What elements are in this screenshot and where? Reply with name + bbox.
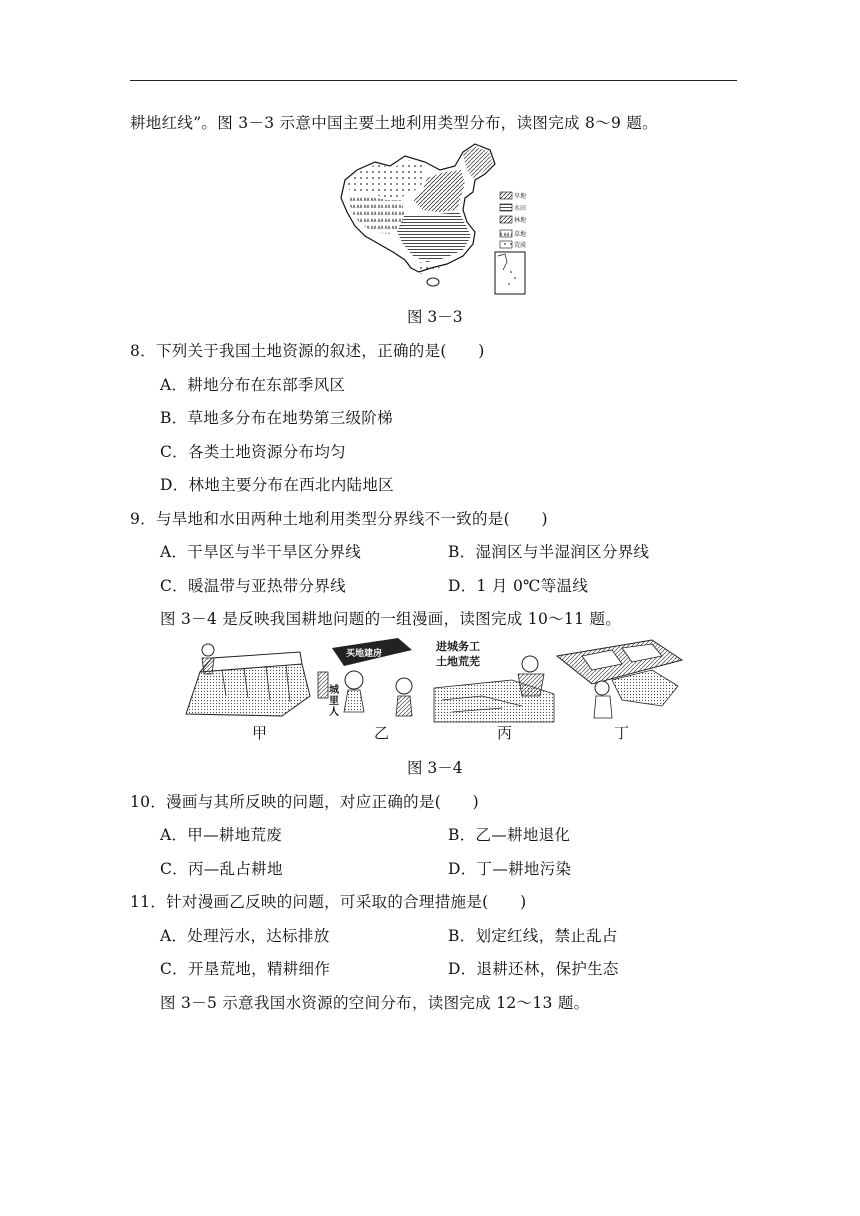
- question-11-option-c: C．开垦荒地，精耕细作: [160, 960, 331, 978]
- intro-figure-3-5: 图 3－5 示意我国水资源的空间分布，读图完成 12～13 题。: [160, 994, 590, 1012]
- legend-paddy: 水田: [514, 205, 527, 212]
- question-11-option-d: D．退耕还林，保护生态: [448, 960, 619, 978]
- cartoon-ding: [557, 640, 682, 718]
- question-10-option-b: B．乙—耕地退化: [448, 826, 571, 844]
- figure-3-4-caption: 图 3－4: [407, 759, 463, 777]
- intro-text: 耕地红线”。图 3－3 示意中国主要土地利用类型分布，读图完成 8～9 题。: [130, 114, 658, 132]
- question-9-option-d: D．1 月 0℃等温线: [448, 577, 589, 595]
- question-10-option-a: A．甲—耕地荒废: [160, 826, 283, 844]
- china-land-use-map: [335, 140, 530, 298]
- cartoon-label-yi: 乙: [374, 724, 390, 742]
- legend-forest: 林地: [514, 217, 527, 224]
- question-10-stem: 10．漫画与其所反映的问题，对应正确的是( ): [130, 793, 480, 811]
- svg-text:里: 里: [326, 695, 338, 705]
- question-10-option-d: D．丁—耕地污染: [448, 860, 572, 878]
- header-rule: [130, 80, 737, 81]
- question-8-stem: 8．下列关于我国土地资源的叙述，正确的是( ): [130, 342, 485, 360]
- question-8-option-b: B．草地多分布在地势第三级阶梯: [160, 409, 393, 427]
- legend-desert: 荒漠: [514, 242, 527, 249]
- question-11-option-b: B．划定红线，禁止乱占: [448, 927, 618, 945]
- cartoon-strip: [182, 636, 687, 726]
- question-9-stem: 9．与旱地和水田两种土地利用类型分界线不一致的是( ): [130, 510, 548, 528]
- cartoon-text-city-person: [327, 683, 339, 717]
- cartoon-text-migrant-work: 进城务工: [436, 640, 480, 653]
- cartoon-text-buy-land: 买地建房: [346, 649, 383, 659]
- cartoon-jia: [186, 644, 310, 716]
- question-8-option-d: D．林地主要分布在西北内陆地区: [160, 476, 394, 494]
- question-9-option-b: B．湿润区与半湿润区分界线: [448, 543, 650, 561]
- svg-text:城: 城: [326, 684, 338, 694]
- question-8-option-a: A．耕地分布在东部季风区: [160, 376, 346, 394]
- svg-text:人: 人: [326, 706, 338, 716]
- question-11-option-a: A．处理污水，达标排放: [160, 927, 330, 945]
- question-9-option-c: C．暖温带与亚热带分界线: [160, 577, 346, 595]
- question-11-stem: 11．针对漫画乙反映的问题，可采取的合理措施是( ): [130, 893, 527, 911]
- question-8-option-c: C．各类土地资源分布均匀: [160, 443, 346, 461]
- cartoon-label-bing: 丙: [497, 724, 513, 742]
- cartoon-label-jia: 甲: [252, 724, 268, 742]
- question-10-option-c: C．丙—乱占耕地: [160, 860, 283, 878]
- figure-3-3-caption: 图 3－3: [407, 308, 463, 326]
- legend-dryland: 旱地: [514, 193, 527, 200]
- question-9-option-a: A．干旱区与半干旱区分界线: [160, 543, 362, 561]
- cartoon-yi: [317, 638, 412, 718]
- legend-grassland: 草地: [514, 231, 527, 238]
- cartoon-text-land-abandoned: 土地荒芜: [436, 655, 480, 668]
- intro-figure-3-4: 图 3－4 是反映我国耕地问题的一组漫画，读图完成 10～11 题。: [160, 610, 622, 628]
- cartoon-bing: [434, 638, 554, 722]
- cartoon-label-ding: 丁: [614, 724, 630, 742]
- south-china-sea-inset: [495, 252, 525, 294]
